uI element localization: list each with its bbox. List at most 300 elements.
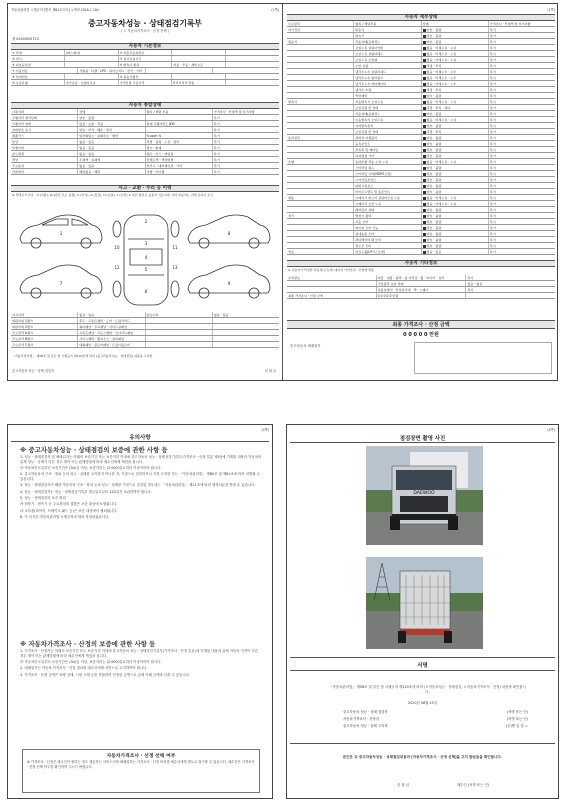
mech-row-cell: 특기 (489, 34, 496, 38)
panel-row-cell (146, 336, 213, 341)
mech-row-cell: 오일 유량 (354, 63, 421, 68)
checkbox-icon (423, 143, 426, 146)
mech-row-cell (287, 111, 354, 116)
mech-row-cell (287, 69, 354, 74)
panel-row-cell (213, 336, 279, 341)
mech-row-cell (287, 171, 354, 176)
mech-row-cell: 양호 · 불량 (422, 189, 489, 194)
basic-info-row-cell (172, 50, 226, 55)
notice-item: 5. 성능 · 상태점검의 보증 범위 (20, 496, 66, 501)
part-label: 12 (114, 265, 120, 270)
price-selection-box (22, 749, 260, 793)
mech-row-cell (287, 45, 354, 50)
etc-row (287, 293, 555, 299)
mech-row-cell: 특기 (489, 112, 496, 116)
mech-row-cell: 없음 · 미세누유 · 누유 (422, 45, 489, 50)
checkbox-icon (423, 131, 426, 134)
checkbox-icon (423, 35, 426, 38)
mech-row-cell: 특기 (489, 160, 496, 164)
mech-row-cell: 양호 · 불량 (422, 219, 489, 224)
mech-row-cell (287, 105, 354, 110)
notice-item: 2. 중고자동차의 구조 · 장치 등의 성능 · 상태를 고지하지 아니한 자, 거짓으로 점검하거나 거짓 고지한 자는 「자동차관리법」 제80조 및 제81조에 따라 처벌될 수 있습니다. (20, 472, 260, 482)
mech-row-cell (287, 147, 354, 152)
notice-item: ㉯ 소모품(타이어, 브레이크 패드 등)은 보증 대상에서 제외됩니다. (20, 508, 118, 513)
checkbox-icon (423, 59, 426, 62)
mech-row-cell: 오일누유 오일팬 (354, 57, 421, 62)
panel-row-cell (213, 330, 279, 335)
footer-date: 년 월 일 (397, 783, 409, 787)
mech-row-cell (287, 183, 354, 188)
mech-row-cell: 특기 (489, 28, 496, 32)
basic-info-row-cell (65, 62, 119, 67)
checkbox-icon (423, 203, 426, 206)
mech-title: 자동차 세부상태 (287, 14, 555, 21)
part-label: 3 (144, 241, 148, 246)
basic-info-row-cell (226, 50, 279, 55)
front-brand-text: DAEWOO (413, 491, 435, 496)
panel-row-cell: 프론트패널 · 크로스멤버 · 인사이드패널 (78, 330, 145, 335)
panel-row-cell: 대쉬패널 · 플로어패널 · 트렁크플로어 (78, 342, 145, 347)
basic-info-row-cell: ⑨ 원동기형식 (119, 74, 173, 79)
panel-row-cell: 사고이력 (11, 312, 78, 317)
mech-row-cell: 변속기 (287, 99, 354, 104)
mech-row-cell: 오일유량 및 상태 (354, 105, 421, 110)
mech-row-cell: 변속기 (354, 33, 421, 38)
signer-cell: (주)엔 일 점 ㅇ (505, 724, 528, 728)
notice-list-1 (20, 455, 262, 635)
basic-info-row-cell: ⑤ 최초등록일 (11, 62, 65, 67)
right-column (284, 4, 558, 380)
basic-info-row-cell (65, 56, 119, 61)
sign-title: 서명 (417, 663, 428, 669)
mech-row-cell: 특기 (489, 214, 496, 218)
mech-row-cell (287, 123, 354, 128)
summary-row-cell: 상태 (78, 109, 145, 114)
mech-row-cell: 없음 · 미세누수 · 누수 (422, 69, 489, 74)
etc-row-cell (466, 293, 555, 298)
mech-row-cell: 자동변속기 오일누유 (354, 99, 421, 104)
mech-row-cell (287, 141, 354, 146)
checkbox-icon (423, 221, 426, 224)
mech-row-cell: 특기 (489, 208, 496, 212)
notice-title: 유의사항 (129, 435, 151, 441)
mech-row-cell: 특기 (489, 148, 496, 152)
checkbox-icon (423, 77, 426, 80)
summary-row-cell: 특기 (213, 164, 220, 168)
checkbox-icon (423, 107, 426, 110)
part-label: 13 (172, 265, 178, 270)
signer-cell: 중고자동차 성능 · 상태 점검자 (343, 710, 388, 714)
mech-header-row-cell: 상태 (422, 21, 489, 26)
report-title: 중고자동차성능 · 상태점검기록부 (88, 19, 202, 28)
mech-row-cell: 양호 · 불량 (422, 39, 489, 44)
mech-row-cell: 자기진단 (287, 27, 354, 32)
checkbox-icon (423, 83, 426, 86)
part-label: 11 (172, 245, 178, 250)
mech-row-cell: 양호 · 불량 (422, 33, 489, 38)
etc-row-cell (287, 281, 377, 286)
mech-row-cell: 클러치 어셈블리 (354, 135, 421, 140)
mech-row-cell: 특기 (489, 142, 496, 146)
photo-title: 점검장면 촬영 사진 (399, 436, 446, 442)
signer-row (343, 709, 528, 716)
panel-row-cell: 주요골격 C랭크 (11, 342, 78, 347)
part-label: 6 (144, 289, 148, 294)
mech-row-cell: 특기 (489, 244, 496, 248)
signer-row (343, 723, 528, 730)
mech-row-cell: 특기 (489, 184, 496, 188)
mech-row-cell: 냉각수누수 실린더헤드 (354, 69, 421, 74)
document-number: 제 0420000972호 (12, 37, 40, 41)
basic-info-row-cell (226, 74, 279, 79)
mech-row-cell: 특기 (489, 118, 496, 122)
summary-row-cell: 항목 / 해당 부품 (146, 109, 213, 114)
mech-row-cell: 특기 (489, 178, 496, 182)
mech-row-cell: 없음 · 미세누유 · 누유 (422, 99, 489, 104)
mech-row-cell: 스티어링 기어(MDPS포함) (354, 171, 421, 176)
mech-row-cell: 실내송풍 모터 (354, 231, 421, 236)
summary-row-cell: 적법 · 불법 · 구조 · 장치 (146, 139, 213, 144)
mech-row-cell: 양호 · 불량 (422, 177, 489, 182)
mech-row-cell: 특기 (489, 40, 496, 44)
etc-row-cell: 사용설명서 · 안전삼각대 · 잭 · 스패너 (377, 287, 467, 292)
summary-row-cell: 가격조사 · 산정액 및 특기사항 (213, 110, 255, 114)
notice-item: ㉮ 원동기 · 변속기 등 주요장치의 결함은 보증 대상에 포함됩니다. (20, 502, 118, 507)
mech-row-cell: 없음 · 미세누수 · 누수 (422, 81, 489, 86)
panel-row-cell: 사이드멤버 · 휠하우스 · 필러패널 (78, 336, 145, 341)
checkbox-icon (423, 89, 426, 92)
left-sign-text: 「자동차관리법」 제58조 및 같은 법 시행규칙 제120조에 따라 (중고자동차성능 · 상태점검) 내용을 고지함 (12, 354, 153, 358)
checkbox-icon (423, 167, 426, 170)
summary-row-cell: 특기 (213, 146, 220, 150)
checkbox-icon (423, 245, 426, 248)
mech-row-cell: 브레이크 마스터 실린더오일 누유 (354, 195, 421, 200)
mech-row-cell: 없음 · 미세누유 · 누유 (422, 51, 489, 56)
mech-row-cell: 특기 (489, 196, 496, 200)
checkbox-icon (423, 53, 426, 56)
mech-row-cell: 디퍼렌셜 기어 (354, 153, 421, 158)
mech-row-cell (287, 117, 354, 122)
mech-row-cell: 특기 (489, 190, 496, 194)
checkbox-icon (423, 149, 426, 152)
basic-info-row-cell (226, 80, 279, 85)
vehicle-diagram (12, 209, 278, 309)
mech-row-cell: 냉각수누수 워터펌프 (354, 75, 421, 80)
mech-row-cell (287, 153, 354, 158)
right-sign-box (414, 342, 552, 374)
mech-row-cell: 특기 (489, 64, 496, 68)
etc-row-cell: 최종 가격조사 · 산정 금액 (287, 293, 377, 298)
notice-section-1: ※ 중고자동차성능 · 상태점검의 보증에 관한 사항 등 (20, 446, 168, 454)
part-label: 7 (59, 281, 63, 286)
mech-row-cell (287, 219, 354, 224)
part-label: 1 (59, 231, 63, 236)
summary-row-cell: 없음 · 있음 (78, 145, 145, 150)
panel-row-cell: 쿼터패널 · 루프패널 · 사이드실패널 (78, 324, 145, 329)
summary-row-cell: 없음 · 있음 (78, 139, 145, 144)
etc-row-cell: 기본품목 보유 상태 (377, 281, 467, 286)
basic-info-row-cell: 0 0 0 0 0 만원 (172, 80, 226, 85)
mech-header-row-cell: 항목 / 해당부품 (354, 21, 421, 26)
panel-row-cell (213, 318, 279, 323)
mech-row-cell (287, 57, 354, 62)
notice-section-2: ※ 자동차가격조사 · 산정의 보증에 관한 사항 등 (20, 640, 156, 648)
mech-row-cell (287, 231, 354, 236)
mech-row-cell (287, 93, 354, 98)
checkbox-icon (423, 41, 426, 44)
mech-row-cell: 브레이크 오일 누유 (354, 201, 421, 206)
summary-row-cell: 렌트 · 리스 · 영업용 (146, 151, 213, 156)
report-page-1 (7, 3, 558, 381)
summary-row-cell: 없음 · 있음 (78, 151, 145, 156)
accident-title: 사고 · 교환 · 수리 등 이력 (11, 185, 279, 192)
signer-list (343, 709, 528, 735)
basic-info-row-cell: ⑦ 사용연료 (11, 68, 78, 73)
notice-item: 3. 가격조사 · 산정 금액은 차량 상태, 시장 시세 등을 종합하여 산정한 금액으로 실제 거래 금액과 다를 수 있습니다. (20, 672, 190, 677)
mech-row-cell: 냉각수누수 라디에이터 (354, 81, 421, 86)
mech-row-cell: 특기 (489, 130, 496, 134)
checkbox-icon (423, 29, 426, 32)
notice-item: 1. 성능 · 상태점검자 및 매매업자는 아래의 보증기간 또는 보증거리 이내에 중고자동차 성능 · 상태점검기록부(가격조사 · 산정 부분 제외)에 기재된 내용과 자동차의 실제 성능 · 상태가 다른 경우 계약 또는 관계법령에 따라 매수인에게 책임을 집니다. (20, 455, 262, 464)
summary-row-cell: 특별이력 (11, 145, 78, 150)
mech-row-cell: 양호 · 불량 (422, 153, 489, 158)
basic-info-row-cell: ① 차명 (11, 50, 65, 55)
summary-row-cell: 주요옵션 (11, 163, 78, 168)
mech-row-cell: 기어변속장치 (354, 123, 421, 128)
etc-title: 자동차 기타정보 (287, 260, 555, 267)
notice-item: 3. 성능 · 상태점검자가 해당 자동차의 구조 · 장치 등의 성능 · 상태를 거짓으로 점검한 경우에는 「자동차관리법」 제21조에 따라 행정처분을 받을 수 있습니다. (20, 483, 256, 488)
summary-row-cell: 특기 (213, 134, 220, 138)
basic-info-title: 자동차 기본정보 (11, 43, 279, 50)
sign-date: 2020년 08월 25일 (407, 701, 438, 705)
signer-cell: 중고자동차 성능 · 상태 고지자 (343, 724, 388, 728)
etc-row-cell: 특기 (467, 288, 474, 292)
mech-row-cell: 작동상태(공회전) (354, 111, 421, 116)
mech-row-cell: 특기 (489, 226, 496, 230)
mech-row-cell: 원동기 (287, 39, 354, 44)
mech-row-cell: 원동기 (354, 27, 421, 32)
summary-row-cell: 특기 (213, 158, 220, 162)
basic-info-row-cell (213, 68, 279, 73)
final-price-value: 0 0 0 0 0 만원 (403, 332, 439, 338)
mech-row-cell: 특기 (489, 94, 496, 98)
mech-row-cell: 양호 · 불량 (422, 183, 489, 188)
mech-row-cell: 특기 (489, 202, 496, 206)
mech-row-cell: 양호 · 불량 (422, 111, 489, 116)
notice-item: 6. 이 서식은 자동차관리법 시행규칙에 따라 작성되었습니다. (20, 514, 110, 519)
mech-row-cell (287, 207, 354, 212)
panel-row-cell: 외판부위 2랭크 (11, 324, 78, 329)
mech-row-cell: 특기 (489, 166, 496, 170)
mech-row-cell: 특기 (489, 58, 496, 62)
mech-row-cell: 양호 · 불량 (422, 123, 489, 128)
page-number: (1쪽) (271, 8, 279, 12)
mech-row-cell: 양호 · 불량 (422, 93, 489, 98)
truck-front-photo (366, 446, 483, 545)
mech-row-cell (287, 243, 354, 248)
basic-info-row-cell: ④ 검사유효기간 (119, 56, 173, 61)
mech-row-cell: 특기 (489, 70, 496, 74)
mech-row-cell: 추진축 및 베어링 (354, 147, 421, 152)
mech-row-cell: 오일유량 및 상태 (354, 129, 421, 134)
mech-row-cell (287, 51, 354, 56)
mech-row-cell (287, 237, 354, 242)
photo-page-number: (4쪽) (547, 428, 555, 432)
mech-row-cell: 특기 (489, 172, 496, 176)
notice-item: 4. 성능 · 상태점검자는 성능 · 상태점검기록부 발급일로부터 120일간 보관하여야 합니다. (20, 489, 152, 494)
mech-row-cell (287, 225, 354, 230)
mech-row-cell (287, 87, 354, 92)
basic-info-row-cell: (에스제이) (65, 50, 119, 55)
mech-row-cell: 양호 · 불량 (422, 171, 489, 176)
checkbox-icon (423, 125, 426, 128)
checkbox-icon (423, 113, 426, 116)
checkbox-icon (423, 161, 426, 164)
checkbox-icon (423, 191, 426, 194)
etc-row-cell: 특기 (467, 276, 474, 280)
mech-row-cell: 양호 · 불량 (422, 237, 489, 242)
sign-text: 「자동차관리법」 제58조 및 같은 법 시행규칙 제120조에 따라 (ㅁ자동차성능 · 상태점검, ㅁ자동차가격조사 · 산정) 내용을 확인합니다. (329, 685, 526, 694)
mech-row-cell: 적정 · 부족 (422, 129, 489, 134)
checkbox-icon (423, 209, 426, 212)
basic-info-table (11, 50, 279, 100)
basic-info-row-cell: ⑩ 보증유형 (11, 80, 65, 85)
summary-row-cell (146, 115, 213, 120)
mech-row-cell: 양호 · 불량 (422, 165, 489, 170)
mech-row-cell: 특기 (489, 46, 496, 50)
mech-row-cell: 양호 · 불량 (422, 141, 489, 146)
summary-row-cell: 특기 (213, 170, 220, 174)
basic-info-row-cell (226, 56, 279, 61)
part-label: 4 (144, 255, 148, 260)
mech-row-cell: 제동 (287, 195, 354, 200)
summary-row-cell: 이행 · 미이행 (146, 169, 213, 174)
checkbox-icon (423, 197, 426, 200)
basic-info-row-cell (226, 62, 279, 67)
part-label: 8 (227, 231, 231, 236)
mech-row-cell: 특기 (489, 232, 496, 236)
mech-row-cell: 특기 (489, 52, 496, 56)
mech-row-cell: 전기 (287, 213, 354, 218)
summary-row-cell: 용도변경 (11, 151, 78, 156)
checkbox-icon (423, 185, 426, 188)
mech-row-cell: 없음 · 미세누유 · 누유 (422, 195, 489, 200)
report-subtitle: ( ㅁ 자동차가격조사 · 산정 선택 ) (120, 29, 170, 33)
summary-row-cell (146, 127, 213, 132)
mech-row-cell: 양호 · 불량 (422, 231, 489, 236)
mech-row-cell: 작동상태(공회전) (354, 39, 421, 44)
mech-row-cell: 양호 · 불량 (422, 27, 489, 32)
mech-row-cell: 없음 · 미세누유 · 누유 (422, 159, 489, 164)
checkbox-icon (423, 179, 426, 182)
mech-row-cell: 동력전달 (287, 135, 354, 140)
mech-row-cell: 특기 (489, 220, 496, 224)
summary-row-cell: 색상 (11, 157, 78, 162)
mech-row (287, 249, 555, 255)
truck-rear-photo (366, 557, 483, 649)
mech-row-cell: 적정 · 부족 (422, 63, 489, 68)
summary-row-cell: 일산화탄소 · 탄화수소 · 매연 (78, 133, 145, 138)
mech-row-cell: 없음 · 미세누유 · 누유 (422, 57, 489, 62)
checkbox-icon (423, 155, 426, 158)
notice-page (7, 424, 273, 799)
notice-list-2 (20, 649, 262, 745)
checkbox-icon (423, 95, 426, 98)
photo-page (286, 424, 559, 799)
summary-table (11, 109, 279, 179)
summary-title: 자동차 종합상태 (11, 102, 279, 109)
footer-text: 본인은 위 중고자동차성능 · 상태점검내용과 [자동차가격조사 · 산정 선택]을 고지 받았음을 확인합니다. (342, 755, 503, 759)
mech-row-cell: 양호 · 불량 (422, 207, 489, 212)
mech-row-cell (287, 33, 354, 38)
mech-row-cell: 없음 · 미세누유 · 누유 (422, 117, 489, 122)
part-label: 9 (227, 281, 231, 286)
summary-row (11, 169, 279, 175)
panel-row-cell: 없음 · 있음 (213, 313, 229, 317)
signer-cell: (서명 또는 인) (506, 717, 528, 721)
summary-row-cell: 해당없음 · 해당 (78, 169, 145, 174)
checkbox-icon (423, 215, 426, 218)
mech-row-cell: 파워고압호스 (354, 183, 421, 188)
mech-row-cell: 연료누출(LP가스포함) (354, 249, 421, 254)
basic-info-row-cell (146, 68, 213, 73)
notice-item: ㉮ 자동차인도일부터 보증기간은 (30)일 이상, 보증거리는 (2,000)킬로미터 이상이어야 합니다. (20, 466, 162, 471)
mech-row-cell: 스티어링 펌프 (354, 165, 421, 170)
mech-row-cell: 적정 · 부족 · 과다 (422, 105, 489, 110)
checkbox-icon (423, 71, 426, 74)
summary-row-cell: 차대번호 표기 (11, 127, 78, 132)
part-label: 5 (144, 267, 148, 272)
basic-info-row (11, 80, 279, 86)
summary-row-cell: 없음 · 있음 (78, 163, 145, 168)
panel-row (11, 342, 279, 348)
mech-row-cell (287, 129, 354, 134)
panel-row-cell: 외판부위 1랭크 (11, 318, 78, 323)
basic-info-row-cell (65, 74, 119, 79)
part-label: 10 (114, 245, 120, 250)
mech-header-row-cell: 가격조사 · 산정액 및 특기사항 (489, 22, 531, 26)
panel-table (11, 312, 279, 350)
summary-row-cell: 특기 (213, 128, 220, 132)
etc-note: ※ 사용자가 작성한 자동차(소유자) 대하여 가격조사 · 산정에 적용 (288, 268, 374, 272)
right-page-number: (1쪽) (547, 8, 555, 12)
signer-cell: 자동차가격조사 · 산정자 (343, 717, 379, 721)
summary-row-cell: 튜닝 (11, 139, 78, 144)
mech-row-cell: 수동변속기 오일누유 (354, 117, 421, 122)
mech-row-cell: 양호 · 불량 (422, 243, 489, 248)
panel-row-cell (146, 342, 213, 347)
basic-info-row-cell (172, 74, 226, 79)
summary-row-cell: 특기 (213, 122, 220, 126)
mech-row-cell: 특기 (489, 106, 496, 110)
mech-row-cell: 배력장치 상태 (354, 207, 421, 212)
mech-row-cell: 특기 (489, 88, 496, 92)
mech-row-cell: 오일누유 실린더헤드 (354, 51, 421, 56)
mech-row-cell: 와이퍼 모터 기능 (354, 225, 421, 230)
footer-sign: 매수인 (서명 또는 인) (457, 783, 490, 787)
summary-row-cell: 양호 · 불량 (78, 115, 145, 120)
mech-row-cell: 양호 · 불량 (422, 213, 489, 218)
etc-row-cell: 외장 · 내장 · 광택 · 룸 크리닝 · 휠 · 타이어 · 유리 (377, 275, 467, 280)
checkbox-icon (423, 239, 426, 242)
panel-row-cell: 후드 · 프론트펜더 · 도어 · 트렁크리드 (78, 318, 145, 323)
part-label: 2 (144, 219, 148, 224)
price-box-title: 자동차가격조사 · 산정 선택 여부 (106, 754, 176, 759)
etc-row-cell: 있음 · 없음 (467, 282, 483, 286)
left-sign-role: 중고자동차 성능 · 상태 점검자 (12, 369, 55, 373)
panel-row-cell (146, 330, 213, 335)
panel-row-cell (146, 318, 213, 323)
